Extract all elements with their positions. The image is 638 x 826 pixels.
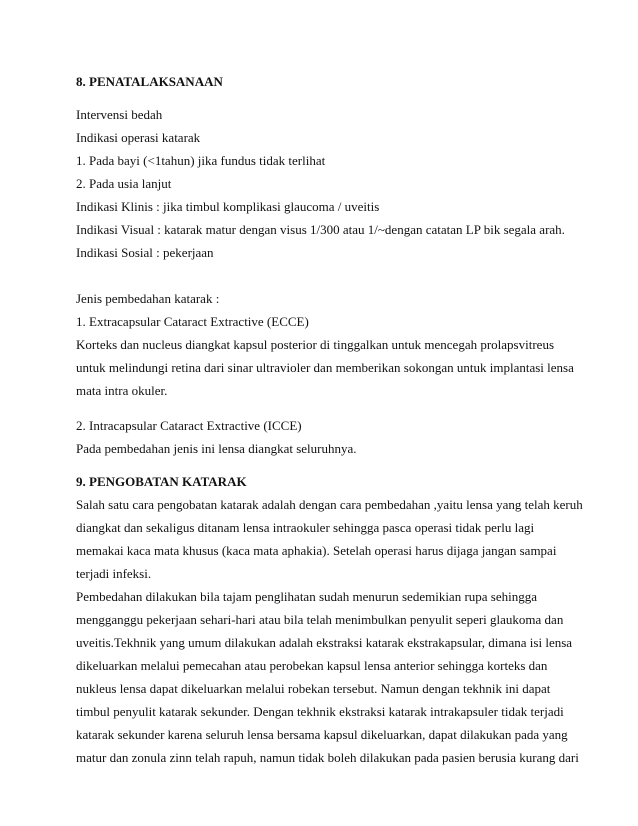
text-line: Pembedahan dilakukan bila tajam penglihatan sudah menurun sedemikian rupa sehingga bbox=[76, 589, 538, 604]
text-line: nukleus lensa dapat dikeluarkan melalui robekan tersebut. Namun dengan tekhnik ini dapat bbox=[76, 681, 551, 696]
text-line: mata intra okuler. bbox=[76, 383, 168, 398]
text-line: 1. Pada bayi (<1tahun) jika fundus tidak terlihat bbox=[76, 153, 326, 168]
text-line: Intervensi bedah bbox=[76, 107, 163, 122]
section-9-heading: 9. PENGOBATAN KATARAK bbox=[76, 474, 247, 489]
text-line: 2. Intracapsular Cataract Extractive (ICCE) bbox=[76, 418, 302, 433]
text-line: memakai kaca mata khusus (kaca mata aphakia). Setelah operasi harus dijaga jangan sampai bbox=[76, 543, 557, 558]
text-line: Korteks dan nucleus diangkat kapsul posterior di tinggalkan untuk mencegah prolapsvitreus bbox=[76, 337, 554, 352]
text-line: Indikasi operasi katarak bbox=[76, 130, 201, 145]
text-line: dikeluarkan melalui pemecahan atau perobekan kapsul lensa anterior sehingga korteks dan bbox=[76, 658, 548, 673]
text-line: 1. Extracapsular Cataract Extractive (ECCE) bbox=[76, 314, 309, 329]
text-line: uveitis.Tekhnik yang umum dilakukan adalah ekstraksi katarak ekstrakapsular, dimana isi lensa bbox=[76, 635, 573, 650]
text-line: Indikasi Sosial : pekerjaan bbox=[76, 245, 214, 260]
text-line: Pada pembedahan jenis ini lensa diangkat seluruhnya. bbox=[76, 441, 357, 456]
text-line: Salah satu cara pengobatan katarak adalah dengan cara pembedahan ,yaitu lensa yang telah keruh bbox=[76, 497, 583, 512]
text-line: Jenis pembedahan katarak : bbox=[76, 291, 220, 306]
section-8-heading: 8. PENATALAKSANAAN bbox=[76, 74, 223, 89]
text-line: 2. Pada usia lanjut bbox=[76, 176, 172, 191]
text-line: Indikasi Klinis : jika timbul komplikasi glaucoma / uveitis bbox=[76, 199, 380, 214]
text-line: diangkat dan sekaligus ditanam lensa intraokuler sehingga pasca operasi tidak perlu lagi bbox=[76, 520, 535, 535]
text-line: timbul penyulit katarak sekunder. Dengan tekhnik ekstraksi katarak intrakapsuler tidak terjadi bbox=[76, 704, 564, 719]
text-line: katarak sekunder karena seluruh lensa bersama kapsul dikeluarkan, dapat dilakukan pada yang bbox=[76, 727, 568, 742]
text-line: Indikasi Visual : katarak matur dengan visus 1/300 atau 1/~dengan catatan LP bik segala arah. bbox=[76, 222, 565, 237]
text-line: mengganggu pekerjaan sehari-hari atau bila telah menimbulkan penyulit seperi glaukoma dan bbox=[76, 612, 564, 627]
text-line: matur dan zonula zinn telah rapuh, namun tidak boleh dilakukan pada pasien berusia kurang dari bbox=[76, 750, 579, 765]
text-line: terjadi infeksi. bbox=[76, 566, 152, 581]
text-line: untuk melindungi retina dari sinar ultravioler dan memberikan sokongan untuk implantasi lensa bbox=[76, 360, 574, 375]
